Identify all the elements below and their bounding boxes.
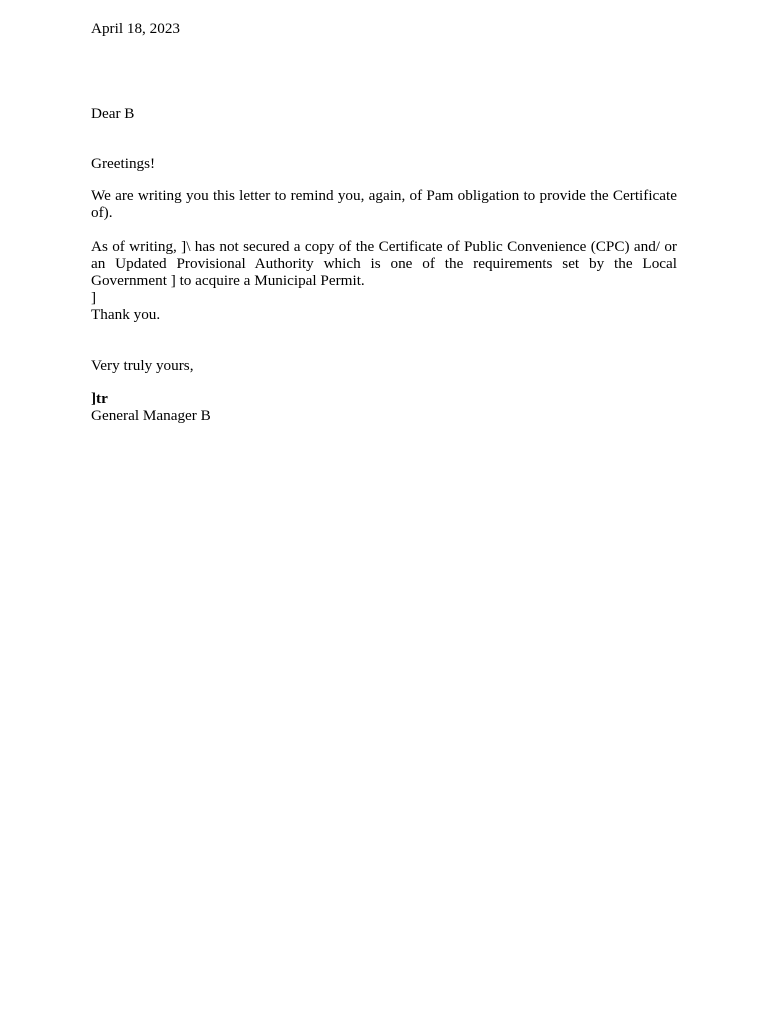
body-paragraph-requirements: As of writing, ]\ has not secured a copy of the Certificate of Public Convenience (CPC) and/ or an Updated Provisional Authority which is one of the requirements set by the Local Government ] to acquire a Municipal Permit. — [91, 238, 677, 289]
salutation: Dear B — [91, 105, 135, 122]
letter-date: April 18, 2023 — [91, 20, 181, 37]
greeting: Greetings! — [91, 155, 156, 172]
signatory-name: ]tr — [91, 390, 108, 407]
signatory-title: General Manager B — [91, 407, 211, 424]
thank-you-line: Thank you. — [91, 306, 161, 323]
stray-bracket-line: ] — [91, 289, 97, 306]
body-paragraph-reminder: We are writing you this letter to remind you, again, of Pam obligation to provide the Certificate of). — [91, 187, 677, 221]
complimentary-closing: Very truly yours, — [91, 357, 194, 374]
